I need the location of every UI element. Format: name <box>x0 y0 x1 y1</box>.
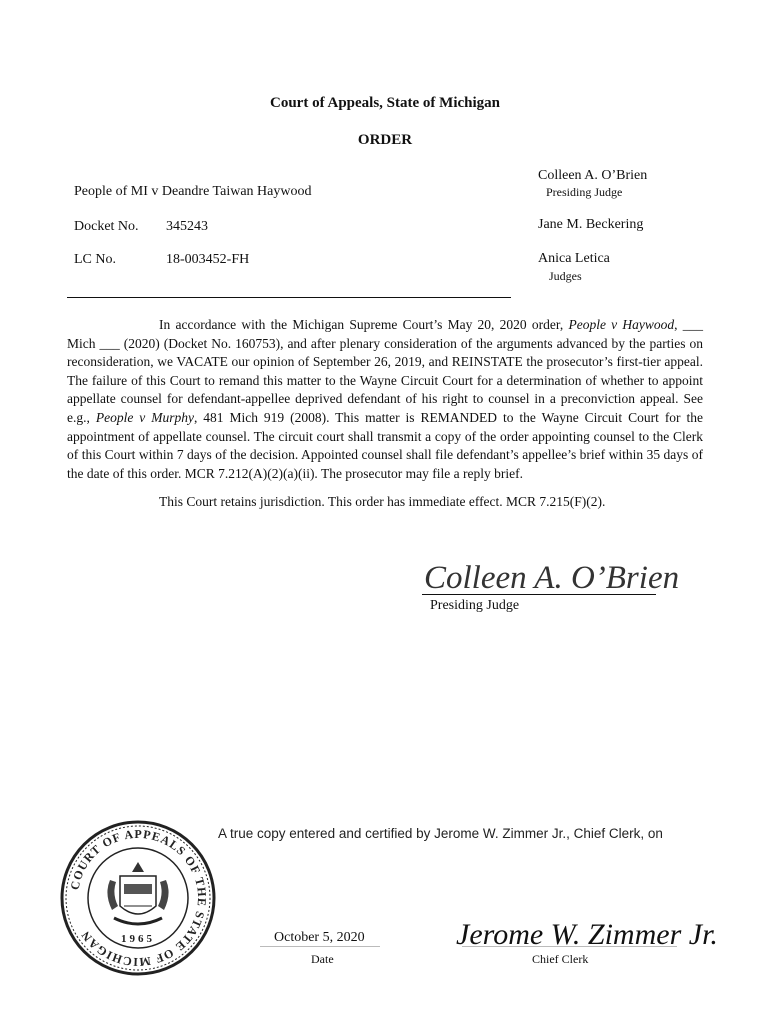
presiding-judge-name: Colleen A. O’Brien <box>538 168 648 183</box>
header-divider <box>67 297 511 298</box>
jurisdiction-paragraph: This Court retains jurisdiction. This order has immediate effect. MCR 7.215(F)(2). <box>159 494 606 510</box>
court-title: Court of Appeals, State of Michigan <box>270 95 500 111</box>
clerk-signature-text: Jerome W. Zimmer Jr. <box>456 918 718 951</box>
case-title: People of MI v Deandre Taiwan Haywood <box>74 184 312 199</box>
clerk-label: Chief Clerk <box>532 952 589 966</box>
judge-letica: Anica Letica <box>538 251 610 266</box>
order-paragraph <box>67 316 703 483</box>
docket-number: 345243 <box>166 219 208 234</box>
judge-signature <box>420 548 680 596</box>
order-text: , ___ Mich ___ (2020) (Docket No. 160753), and after plenary consideration of the arguments advanced by the parties on reconsideration, we VACATE our opinion of September 26, 2019, and REINSTATE the prosecutor’s first-tier appeal. The failure of this Court to remand this matter to the Wayne Circuit Court for a determination of whether to appoint appellate counsel for defendant-appellee deprived defendant of his right to counsel in a preconviction appeal. See e.g., <box>67 317 704 425</box>
presiding-judge-title: Presiding Judge <box>546 185 623 199</box>
signature-title: Presiding Judge <box>430 598 520 613</box>
docket-label: Docket No. <box>74 219 139 234</box>
lc-number: 18-003452-FH <box>166 252 250 267</box>
case-citation-murphy: People v Murphy <box>95 409 194 425</box>
seal-text: COURT OF APPEALS OF THE STATE OF MICHIGAN <box>67 826 210 970</box>
clerk-line <box>462 946 677 947</box>
judges-title: Judges <box>549 269 582 283</box>
judge-signature-text: Colleen A. O’Brien <box>424 560 680 596</box>
date-label: Date <box>311 952 334 966</box>
order-heading: ORDER <box>357 132 413 148</box>
case-citation-haywood: People v Haywood <box>568 317 675 332</box>
signature-line <box>422 594 656 595</box>
seal-year: 1965 <box>121 933 155 945</box>
court-seal <box>58 818 218 978</box>
certification-text: A true copy entered and certified by Jerome W. Zimmer Jr., Chief Clerk, on <box>218 826 663 841</box>
judge-beckering: Jane M. Beckering <box>538 217 644 232</box>
lc-label: LC No. <box>74 252 116 267</box>
order-text: In accordance with the Michigan Supreme Court’s May 20, 2020 order, <box>159 317 569 332</box>
order-text: , 481 Mich 919 (2008). This matter is REMANDED to the Wayne Circuit Court for the appointment of appellate counsel. The circuit court shall transmit a copy of the order appointing counsel to the Clerk of this Court within 7 days of the decision. Appointed counsel shall file defendant’s appellee’s brief within 35 days of the date of this order. MCR 7.212(A)(2)(a)(ii). The prosecutor may file a reply brief. <box>67 409 703 481</box>
order-body <box>67 316 703 512</box>
certification-date: October 5, 2020 <box>274 930 365 945</box>
date-line <box>260 946 380 947</box>
